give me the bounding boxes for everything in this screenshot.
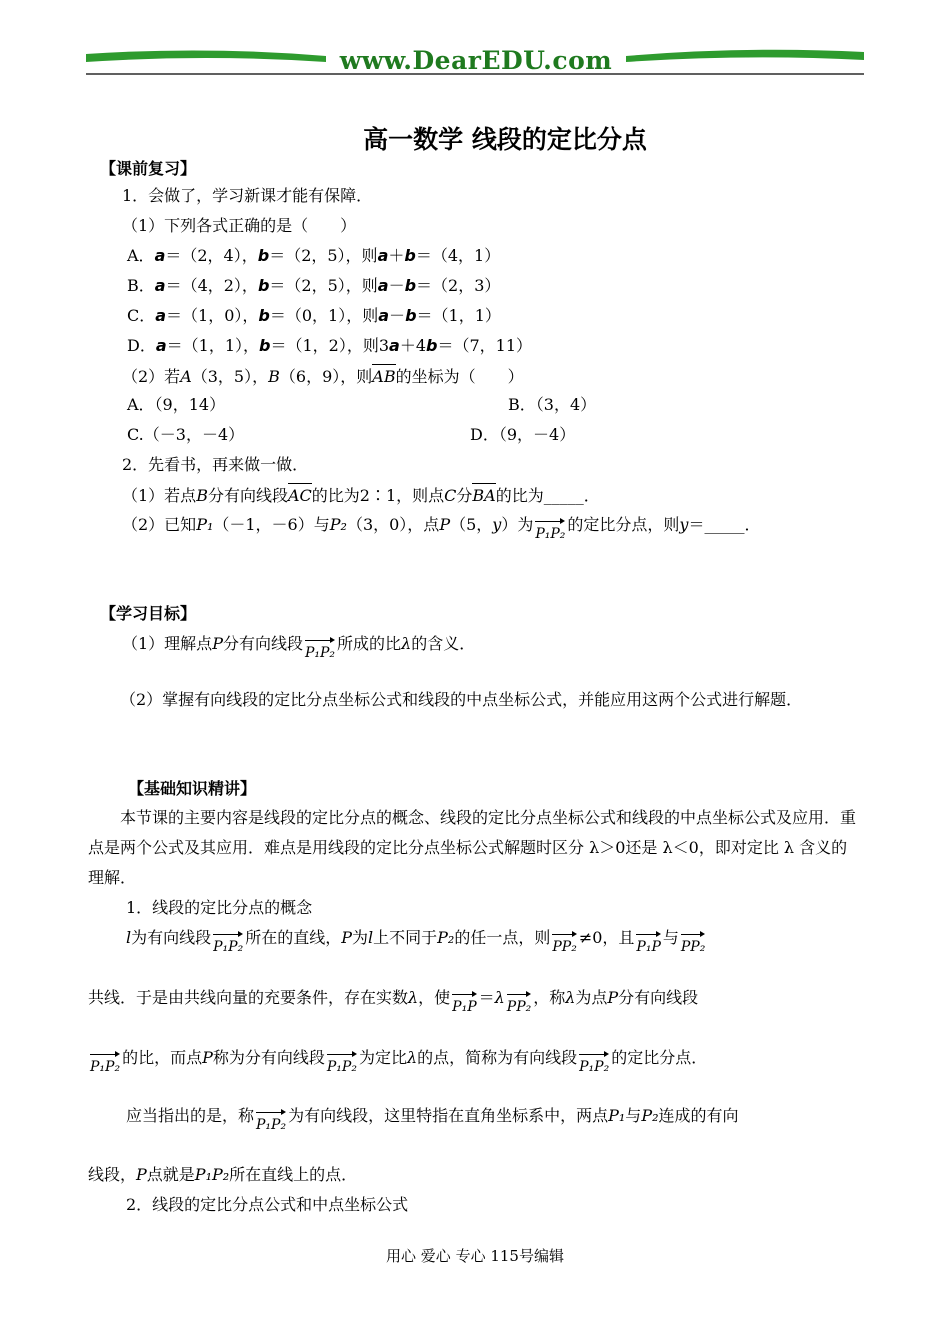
section-goals-heading: 【学习目标】 xyxy=(100,604,197,623)
header-banner xyxy=(86,40,864,82)
review-q1: 1．会做了，学习新课才能有保障． xyxy=(122,186,373,205)
page-title: 高一数学 线段的定比分点 xyxy=(363,125,647,154)
review-q2-1: （1）若点B分有向线段AC的比为2∶1，则点C分BA的比为_____． xyxy=(122,482,600,507)
q1-2-option-d: D．（9，－4） xyxy=(470,425,576,444)
page-footer: 用心 爱心 专心 115号编辑 xyxy=(386,1247,564,1265)
vector-ab: AB xyxy=(372,363,395,388)
option-d: D．a＝（1，1），b＝（1，2），则3a＋4b＝（7，11） xyxy=(127,336,532,355)
concept-line-1: l为有向线段 P₁P₂ 所在的直线，P为l上不同于P₂的任一点，则 PP₂ ≠0，且 P₁P 与 PP₂ xyxy=(126,928,706,955)
section-basics-heading: 【基础知识精讲】 xyxy=(128,779,257,798)
concept-line-2: 共线．于是由共线向量的充要条件，存在实数λ，使 P₁P ＝λ PP₂ ，称λ为点P分有向线段 xyxy=(88,988,699,1015)
goal-2: （2）掌握有向线段的定比分点坐标公式和线段的中点坐标公式，并能应用这两个公式进行解题． xyxy=(120,690,803,709)
review-q1-2: （2）若A（3，5），B（6，9），则AB的坐标为（ ） xyxy=(122,363,524,388)
review-q2-2: （2）已知P₁（－1，－6）与P₂（3，0），点P（5，y）为 P₁P₂ 的定比分点，则y＝_____． xyxy=(122,515,761,542)
basics-heading-1: 1．线段的定比分点的概念 xyxy=(126,898,313,917)
q1-2-option-a: A．（9，14） xyxy=(127,395,226,414)
goal-1: （1）理解点P分有向线段 P₁P₂ 所成的比λ的含义． xyxy=(122,634,476,661)
section-review-heading: 【课前复习】 xyxy=(100,159,197,178)
review-q1-1: （1）下列各式正确的是（ ） xyxy=(122,216,357,235)
review-q2: 2．先看书，再来做一做． xyxy=(122,455,309,474)
option-c: C．a＝（1，0），b＝（0，1），则a－b＝（1，1） xyxy=(127,306,501,325)
basics-heading-2: 2．线段的定比分点公式和中点坐标公式 xyxy=(126,1195,409,1214)
concept-line-4: 应当指出的是，称 P₁P₂ 为有向线段，这里特指在直角坐标系中，两点P₁与P₂连成的有向 xyxy=(126,1106,739,1133)
concept-line-5: 线段，P点就是P₁P₂所在直线上的点． xyxy=(88,1165,358,1184)
option-a: A．a＝（2，4），b＝（2，5），则a＋b＝（4，1） xyxy=(127,246,501,265)
q1-2-option-c: C.（－3，－4） xyxy=(127,425,245,444)
q1-2-option-b: B．（3，4） xyxy=(508,395,597,414)
basics-intro: 本节课的主要内容是线段的定比分点的概念、线段的定比分点坐标公式和线段的中点坐标公式及应用．重点是两个公式及其应用．难点是用线段的定比分点坐标公式解题时区分 λ＞0还是 λ＜0，即对定比 λ 含义的理解． xyxy=(88,808,857,887)
option-b: B．a＝（4，2），b＝（2，5），则a－b＝（2，3） xyxy=(127,276,501,295)
concept-line-3: P₁P₂ 的比，而点P称为分有向线段 P₁P₂ 为定比λ的点，简称为有向线段 P₁P₂ 的定比分点． xyxy=(90,1048,708,1075)
site-logo-text: www.DearEDU.com xyxy=(339,46,613,75)
